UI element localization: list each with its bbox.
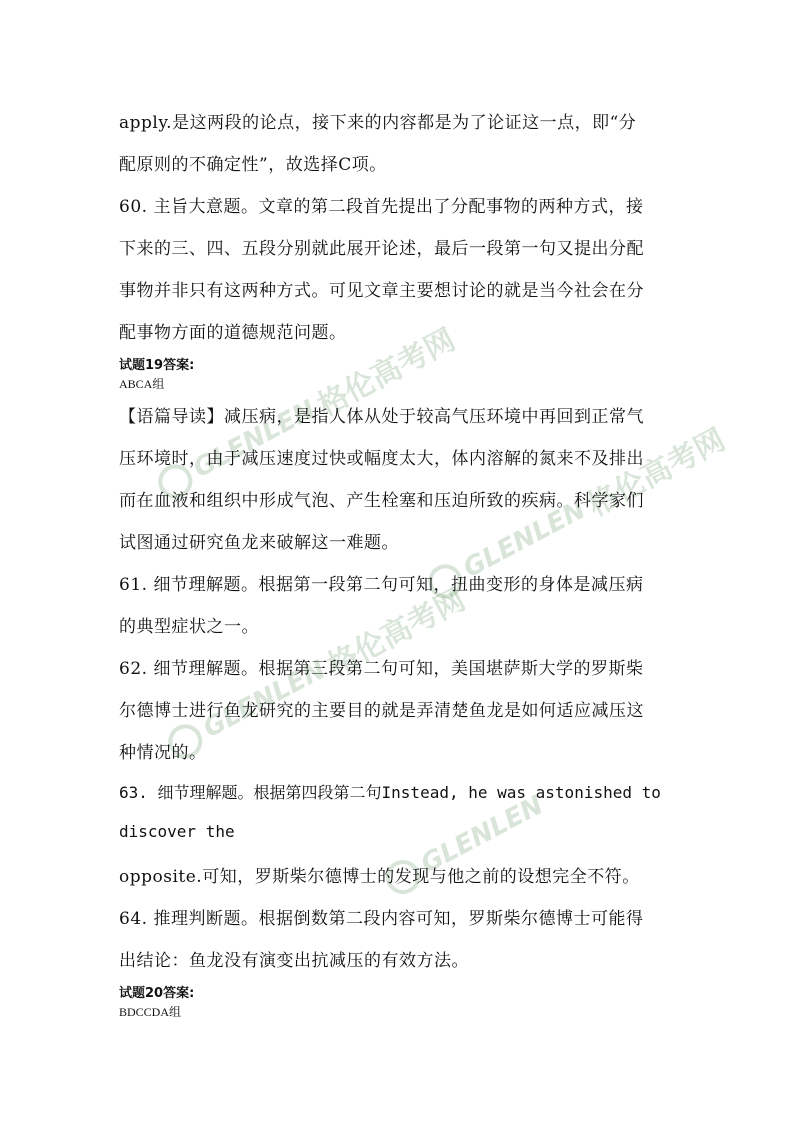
q19-heading: 试题19答案: [119,358,195,373]
watermark: GLENLEN格伦高考网 [160,575,472,769]
q19-line: 【语篇导读】减压病，是指人体从处于较高气压环境中再回到正常气 [119,407,644,427]
paragraph-line: 配事物方面的道德规范问题。 [119,323,347,343]
q19-line: 61. 细节理解题。根据第一段第二句可知，扭曲变形的身体是减压病 [119,575,644,595]
watermark: GLENLEN格伦高考网 [150,315,462,509]
q19-line: 尔德博士进行鱼龙研究的主要目的就是弄清楚鱼龙是如何适应减压这 [119,701,644,721]
q19-line: 压环境时，由于减压速度过快或幅度太大，体内溶解的氮来不及排出 [119,449,644,469]
watermark: GLENLEN [380,789,549,900]
paragraph-line: 下来的三、四、五段分别就此展开论述，最后一段第一句又提出分配 [119,239,644,259]
q20-answer: BDCCDA组 [119,1005,182,1019]
q19-answer: ABCA组 [119,377,165,391]
q19-line: 而在血液和组织中形成气泡、产生栓塞和压迫所致的疾病。科学家们 [119,491,644,511]
paragraph-line: 配原则的不确定性”，故选择C项。 [119,155,387,175]
watermark: GLENLEN格伦高考网 [420,415,732,609]
q19-line: opposite.可知，罗斯柴尔德博士的发现与他之前的设想完全不符。 [119,867,640,887]
q19-line: 种情况的。 [119,743,207,763]
paragraph-line: apply.是这两段的论点，接下来的内容都是为了论证这一点，即“分 [119,113,637,133]
paragraph-line: 事物并非只有这两种方式。可见文章主要想讨论的就是当今社会在分 [119,281,644,301]
q19-line: 出结论：鱼龙没有演变出抗减压的有效方法。 [119,951,469,971]
paragraph-line: 60. 主旨大意题。文章的第二段首先提出了分配事物的两种方式，接 [119,197,644,217]
q19-line: 试图通过研究鱼龙来破解这一难题。 [119,533,399,553]
q19-line: 62. 细节理解题。根据第三段第二句可知，美国堪萨斯大学的罗斯柴 [119,659,644,679]
q19-line: 64. 推理判断题。根据倒数第二段内容可知，罗斯柴尔德博士可能得 [119,909,644,929]
q19-line: discover the [119,822,235,841]
q20-heading: 试题20答案: [119,986,195,1001]
q19-line: 的典型症状之一。 [119,617,259,637]
q19-line: 63. 细节理解题。根据第四段第二句Instead, he was astonished to [119,783,661,802]
